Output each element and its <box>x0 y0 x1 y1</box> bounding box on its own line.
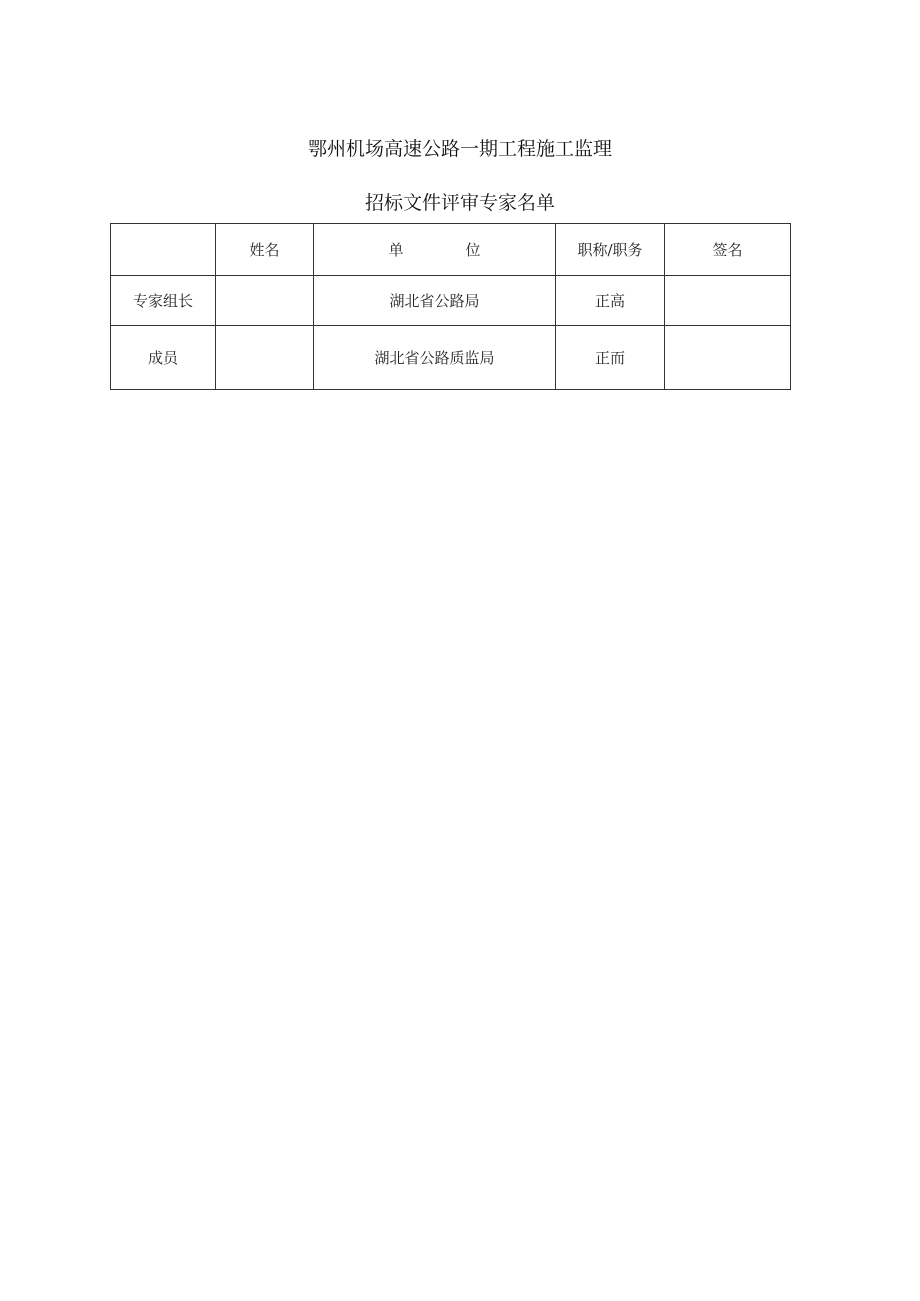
header-unit-cell <box>314 224 556 276</box>
name-cell <box>216 326 314 390</box>
unit-cell: 湖北省公路质监局 <box>314 326 556 390</box>
title-position-cell: 正而 <box>556 326 665 390</box>
signature-cell <box>665 326 791 390</box>
role-cell: 专家组长 <box>111 276 216 326</box>
table-row <box>111 326 791 390</box>
signature-cell <box>665 276 791 326</box>
header-title-position-cell: 职称/职务 <box>556 224 665 276</box>
table-header-row <box>111 224 791 276</box>
unit-cell: 湖北省公路局 <box>314 276 556 326</box>
expert-roster-table <box>110 223 791 390</box>
table-row <box>111 276 791 326</box>
name-cell <box>216 276 314 326</box>
title-position-cell: 正高 <box>556 276 665 326</box>
role-cell: 成员 <box>111 326 216 390</box>
document-title: 鄂州机场高速公路一期工程施工监理 <box>307 138 612 160</box>
header-unit-part2: 位 <box>465 241 481 259</box>
header-unit-part1: 单 <box>388 241 404 259</box>
header-name-cell: 姓名 <box>216 224 314 276</box>
document-subtitle: 招标文件评审专家名单 <box>364 192 555 214</box>
header-signature-cell: 签名 <box>665 224 791 276</box>
header-role-cell <box>111 224 216 276</box>
